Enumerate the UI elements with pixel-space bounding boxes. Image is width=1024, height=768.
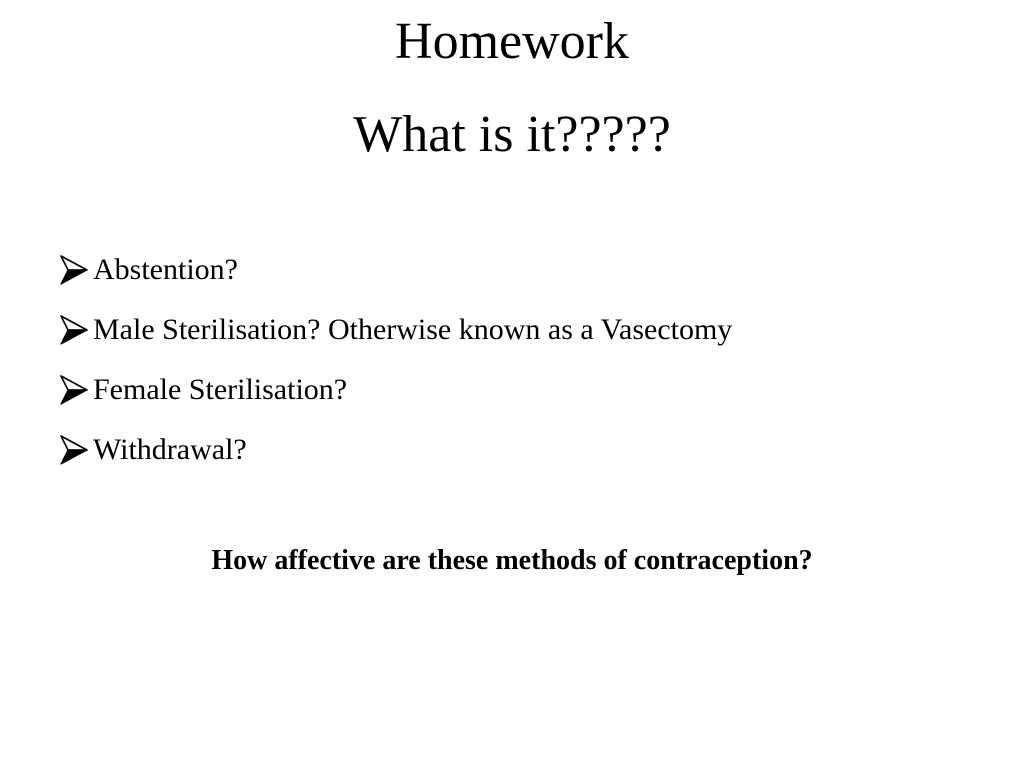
bullet-list [56, 240, 732, 480]
bullet-item-male-sterilisation [56, 300, 732, 360]
arrow-bullet-icon [56, 433, 90, 467]
bullet-item-female-sterilisation [56, 360, 732, 420]
closing-question: How affective are these methods of contraception? [211, 545, 813, 576]
bullet-text: Withdrawal? [93, 433, 247, 466]
arrow-bullet-icon [56, 253, 90, 287]
bullet-text: Female Sterilisation? [93, 373, 348, 406]
bullet-text: Abstention? [93, 253, 238, 286]
arrow-bullet-icon [56, 313, 90, 347]
slide-subtitle: What is it????? [353, 106, 671, 163]
slide-title: Homework [395, 13, 629, 70]
bullet-text: Male Sterilisation? Otherwise known as a Vasectomy [93, 313, 733, 346]
bullet-item-withdrawal [56, 420, 732, 480]
arrow-bullet-icon [56, 373, 90, 407]
bullet-item-abstention [56, 240, 732, 300]
